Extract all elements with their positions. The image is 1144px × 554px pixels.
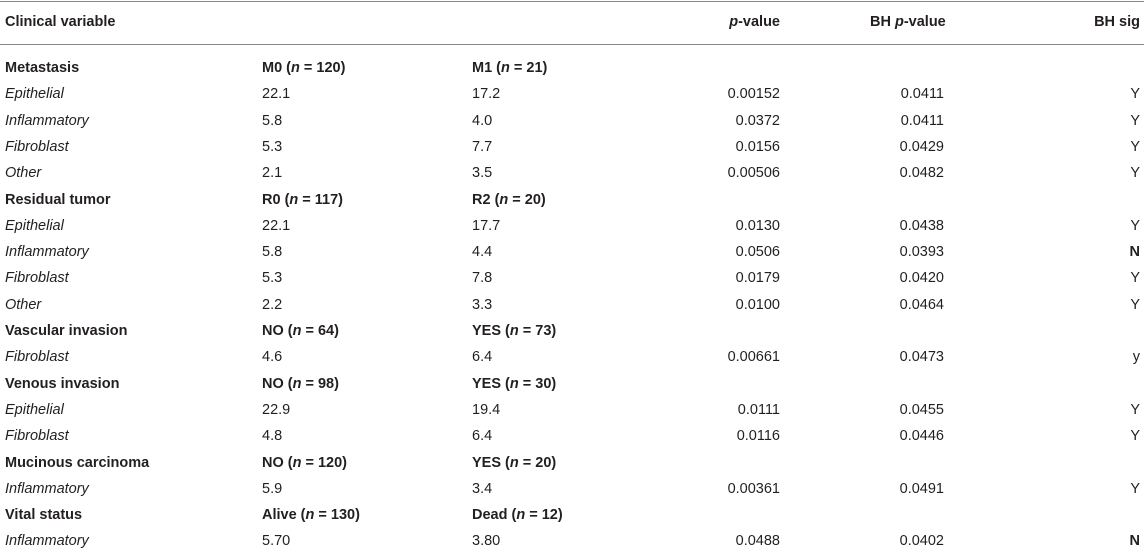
cell-type: Inflammatory [5, 533, 89, 549]
bh-p-value: 0.0429 [899, 139, 944, 155]
section-name: Residual tumor [5, 192, 111, 208]
section-name: Metastasis [5, 60, 80, 76]
bh-p-value: 0.0402 [899, 533, 944, 549]
group2-label: Dead (n = 12) [472, 507, 563, 523]
cell-type: Inflammatory [5, 113, 89, 129]
cell-type: Epithelial [5, 86, 64, 102]
group1-label: Alive (n = 130) [262, 507, 360, 523]
bh-sig: Y [1130, 218, 1140, 234]
section-name: Vascular invasion [5, 323, 128, 339]
bh-sig: y [1132, 349, 1140, 365]
bh-sig: Y [1130, 86, 1140, 102]
bh-sig: Y [1130, 139, 1140, 155]
group1-label: NO (n = 98) [262, 376, 339, 392]
table-row [0, 160, 1144, 186]
table-row [0, 344, 1144, 370]
p-value: 0.0372 [735, 113, 780, 129]
cell-type: Fibroblast [5, 428, 69, 444]
p-value: 0.0488 [735, 533, 780, 549]
group1-value: 4.8 [262, 428, 283, 444]
group2-value: 3.3 [472, 297, 493, 313]
header-rule [0, 44, 1144, 45]
table-row [0, 397, 1144, 423]
header-bh-sig: BH sig [1094, 14, 1140, 30]
bh-p-value: 0.0491 [899, 481, 944, 497]
group1-value: 2.2 [262, 297, 283, 313]
table-row [0, 528, 1144, 554]
section-name: Vital status [5, 507, 83, 523]
bh-p-value: 0.0420 [899, 270, 944, 286]
cell-type: Epithelial [5, 402, 64, 418]
table-row [0, 108, 1144, 134]
bh-sig: Y [1130, 113, 1140, 129]
section-row [0, 502, 1144, 528]
table-row [0, 476, 1144, 502]
p-value: 0.00152 [727, 86, 780, 102]
group1-value: 5.9 [262, 481, 283, 497]
p-value: 0.0156 [735, 139, 780, 155]
group2-value: 7.7 [472, 139, 493, 155]
group2-label: YES (n = 30) [472, 376, 557, 392]
bh-sig: N [1129, 244, 1140, 260]
group1-value: 5.8 [262, 244, 283, 260]
cell-type: Inflammatory [5, 244, 89, 260]
bh-sig: N [1129, 533, 1140, 549]
group2-value: 6.4 [472, 349, 493, 365]
p-value: 0.0130 [735, 218, 780, 234]
table-row [0, 265, 1144, 291]
group1-label: R0 (n = 117) [262, 192, 344, 208]
p-value: 0.00506 [727, 165, 780, 181]
p-value: 0.0116 [736, 428, 780, 444]
p-value: 0.0506 [735, 244, 780, 260]
group2-value: 17.7 [472, 218, 501, 234]
group1-value: 22.9 [262, 402, 291, 418]
cell-type: Fibroblast [5, 270, 69, 286]
group1-value: 22.1 [262, 86, 291, 102]
p-value: 0.0179 [735, 270, 780, 286]
table-header [0, 9, 1144, 35]
bh-p-value: 0.0411 [900, 113, 944, 129]
section-name: Venous invasion [5, 376, 120, 392]
cell-type: Epithelial [5, 218, 64, 234]
group1-value: 5.70 [262, 533, 291, 549]
group2-value: 7.8 [472, 270, 493, 286]
header-bh-p-value: BH p-value [870, 14, 946, 30]
group2-value: 6.4 [472, 428, 493, 444]
group1-value: 5.3 [262, 270, 283, 286]
cell-type: Fibroblast [5, 139, 69, 155]
section-row [0, 450, 1144, 476]
section-name: Mucinous carcinoma [5, 455, 150, 471]
group1-value: 5.8 [262, 113, 283, 129]
bh-p-value: 0.0393 [899, 244, 944, 260]
section-row [0, 55, 1144, 81]
bh-sig: Y [1130, 297, 1140, 313]
bh-p-value: 0.0455 [899, 402, 944, 418]
table-row [0, 81, 1144, 107]
bh-p-value: 0.0411 [900, 86, 944, 102]
group1-value: 4.6 [262, 349, 283, 365]
group1-label: M0 (n = 120) [262, 60, 346, 76]
bh-sig: Y [1130, 165, 1140, 181]
bh-p-value: 0.0473 [899, 349, 944, 365]
group2-label: YES (n = 73) [472, 323, 557, 339]
group2-label: M1 (n = 21) [472, 60, 548, 76]
group1-value: 5.3 [262, 139, 283, 155]
bh-p-value: 0.0482 [899, 165, 944, 181]
header-clinical-variable: Clinical variable [5, 14, 116, 30]
group2-value: 3.5 [472, 165, 493, 181]
group2-value: 4.0 [472, 113, 493, 129]
group2-label: YES (n = 20) [472, 455, 557, 471]
group1-label: NO (n = 120) [262, 455, 348, 471]
section-row [0, 318, 1144, 344]
bh-sig: Y [1130, 270, 1140, 286]
group2-value: 4.4 [472, 244, 493, 260]
p-value: 0.0111 [737, 402, 780, 418]
bh-sig: Y [1130, 428, 1140, 444]
bh-sig: Y [1130, 481, 1140, 497]
bh-sig: Y [1130, 402, 1140, 418]
group1-value: 2.1 [262, 165, 283, 181]
cell-type: Fibroblast [5, 349, 69, 365]
header-p-value: p-value [729, 14, 780, 30]
table-row [0, 292, 1144, 318]
table-row [0, 213, 1144, 239]
cell-type: Other [5, 297, 42, 313]
p-value: 0.0100 [735, 297, 780, 313]
table-row [0, 423, 1144, 449]
section-row [0, 187, 1144, 213]
bh-p-value: 0.0446 [899, 428, 944, 444]
p-value: 0.00661 [727, 349, 780, 365]
group2-value: 19.4 [472, 402, 501, 418]
p-value: 0.00361 [727, 481, 780, 497]
cell-type: Inflammatory [5, 481, 89, 497]
bh-p-value: 0.0438 [899, 218, 944, 234]
group2-label: R2 (n = 20) [472, 192, 546, 208]
group2-value: 3.80 [472, 533, 501, 549]
group2-value: 3.4 [472, 481, 493, 497]
table-row [0, 134, 1144, 160]
table-row [0, 239, 1144, 265]
cell-type: Other [5, 165, 42, 181]
top-rule [0, 1, 1144, 2]
bh-p-value: 0.0464 [899, 297, 944, 313]
section-row [0, 371, 1144, 397]
group1-value: 22.1 [262, 218, 291, 234]
group1-label: NO (n = 64) [262, 323, 339, 339]
group2-value: 17.2 [472, 86, 501, 102]
